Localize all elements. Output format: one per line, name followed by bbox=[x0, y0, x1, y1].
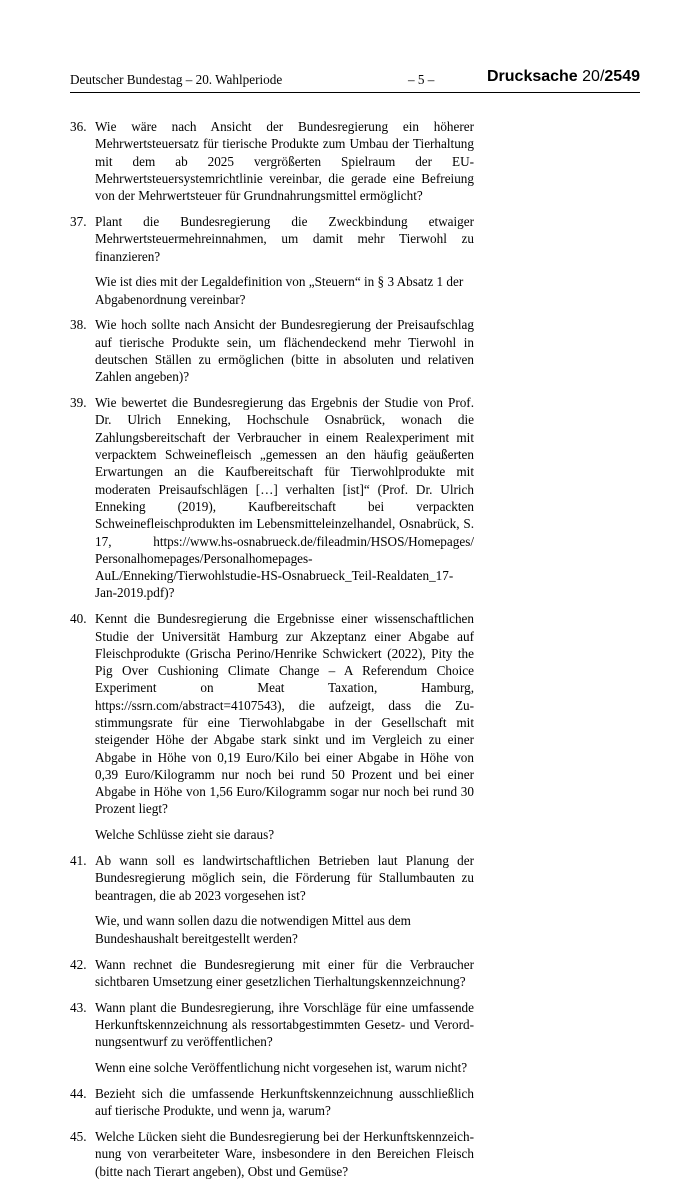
question-item bbox=[70, 118, 474, 204]
question-number: 40. bbox=[70, 611, 87, 627]
question-text: Ab wann soll es landwirtschaftlichen Betrieben laut Planung der Bundesregierung möglich sein, die Förderung für Stallumbauten zu beantragen, die ab 2023 vorgesehen ist? bbox=[95, 853, 474, 903]
question-list bbox=[70, 118, 474, 1188]
question-item bbox=[70, 852, 474, 947]
document-number-suffix: 2549 bbox=[604, 68, 640, 85]
document-number bbox=[487, 68, 640, 86]
question-text: Wie hoch sollte nach Ansicht der Bundesregierung der Preisaufschlag auf tierische Produkte sein, um flächendeckend mehr Tierwohl in deutschen Ställen zu ermöglichen (bitte in absoluten und relativen Zahlen angeben)? bbox=[95, 317, 474, 385]
question-item bbox=[70, 316, 474, 385]
question-item bbox=[70, 1085, 474, 1120]
question-number: 42. bbox=[70, 956, 87, 972]
question-item bbox=[70, 394, 474, 602]
question-number: 39. bbox=[70, 395, 87, 411]
page-header bbox=[70, 68, 640, 90]
question-text: Wie wäre nach Ansicht der Bundesregierung ein höherer Mehrwertsteuersatz für tierische Produkte zum Umbau der Tierhaltung mit dem ab 2025 vergrößerten Spielraum der EU-Mehrwertsteuersystemrichtlinie vereinbar, die gerade eine Befreiung von der Mehrwertsteuer für Grundnahrungsmittel ermöglicht? bbox=[95, 119, 474, 204]
question-text: Bezieht sich die umfassende Herkunftskennzeichnung ausschließlich auf tierische Produkte, und wenn ja, warum? bbox=[95, 1085, 474, 1119]
question-number: 41. bbox=[70, 853, 87, 869]
question-number: 45. bbox=[70, 1128, 87, 1144]
question-number: 36. bbox=[70, 119, 87, 134]
document-number-prefix: 20/ bbox=[582, 68, 605, 85]
question-item bbox=[70, 610, 474, 843]
question-text: Wie ist dies mit der Legaldefinition von „Steuern“ in § 3 Absatz 1 der Abgabenordnung vereinbar? bbox=[95, 274, 464, 307]
question-number: 37. bbox=[70, 213, 87, 229]
question-item bbox=[70, 213, 474, 308]
question-item bbox=[70, 1128, 474, 1180]
question-number: 38. bbox=[70, 317, 87, 333]
question-text: Wie bewertet die Bundesregierung das Ergebnis der Studie von Prof. Dr. Ulrich Enneking, Hochschule Osnabrück, wonach die Zahlungsbereitschaft der Verbraucher in einem Realexperiment mit verpacktem Schweinefleisch „gemessen an den häufig geäußerten Erwartungen an die Kaufbereitschaft für Tierwohlprodukte mit moderaten Preisaufschlägen […] verhalten [ist]“ (Prof. Dr. Ulrich Enneking (2019), Kaufbereitschaft bei verpackten Schweinefleischprodukten im Lebensmitteleinzelhandel, Osnabrück, S. 17, https://www.hs-osnabrueck.de/fileadmin/HSOS/Homepages/​Personalhomepages/Personalhomepages-AuL/Enneking/Tierwohlstudie-H​S-Osnabrueck_Teil-Realdaten_17-Jan-2019.pdf)? bbox=[95, 395, 474, 601]
document-label: Drucksache bbox=[486, 68, 583, 85]
question-number: 44. bbox=[70, 1085, 87, 1101]
question-text: Wann plant die Bundesregierung, ihre Vorschläge für eine umfassende Herkunftskennzeichnung als ressortabgestimmten Gesetz- und Verordnungsentwurf zu veröffentlichen? bbox=[95, 999, 474, 1050]
question-text: Wenn eine solche Veröffentlichung nicht vorgesehen ist, warum nicht? bbox=[95, 1060, 468, 1076]
question-item bbox=[70, 999, 474, 1077]
question-number: 43. bbox=[70, 999, 87, 1015]
question-text: Kennt die Bundesregierung die Ergebnisse einer wissenschaftlichen Studie der Universität Hamburg zur Akzeptanz einer Abgabe auf Fleischprodukte (Grischa Perino/Henrike Schwickert (2022), Pity the Pig Over Cushioning Climate Change – A Referendum Choice Experiment on Meat Taxation, Hamburg, https://ssrn.com/abstract=4107543), die aufzeigt, dass die Zustimmungsrate für eine Tierwohlabgabe in der Gesellschaft mit steigender Höhe der Abgabe stark sinkt und im Vergleich zu einer Abgabe in Höhe von 0,19 Euro/Kilo bei einer Abgabe in Höhe von 0,39 Euro/Kilogramm nur noch bei rund 50 Prozent und bei einer Abgabe in Höhe von 1,56 Euro/Kilogramm sogar nur noch bei rund 30 Prozent liegt? bbox=[95, 611, 474, 817]
question-item bbox=[70, 956, 474, 991]
question-text: Welche Schlüsse zieht sie daraus? bbox=[95, 827, 275, 843]
question-text: Welche Lücken sieht die Bundesregierung bei der Herkunftskennzeichnung von verarbeiteter Ware, insbesondere in den Bereichen Fleisch (bitte nach Tierart angeben), Obst und Gemüse? bbox=[95, 1128, 474, 1179]
header-publication: Deutscher Bundestag – 20. Wahlperiode bbox=[70, 72, 283, 87]
header-rule bbox=[70, 92, 640, 93]
question-text: Plant die Bundesregierung die Zweckbindung etwaiger Mehrwertsteuermehreinnahmen, um damit mehr Tierwohl zu finanzieren? bbox=[95, 213, 474, 264]
page-number: – 5 – bbox=[408, 72, 435, 87]
question-text: Wie, und wann sollen dazu die notwendigen Mittel aus dem Bundeshaushalt bereitgestellt werden? bbox=[95, 913, 411, 946]
question-text: Wann rechnet die Bundesregierung mit einer für die Verbraucher sichtbaren Umsetzung einer gesetzlichen Tierhaltungskennzeichnung? bbox=[95, 956, 474, 989]
